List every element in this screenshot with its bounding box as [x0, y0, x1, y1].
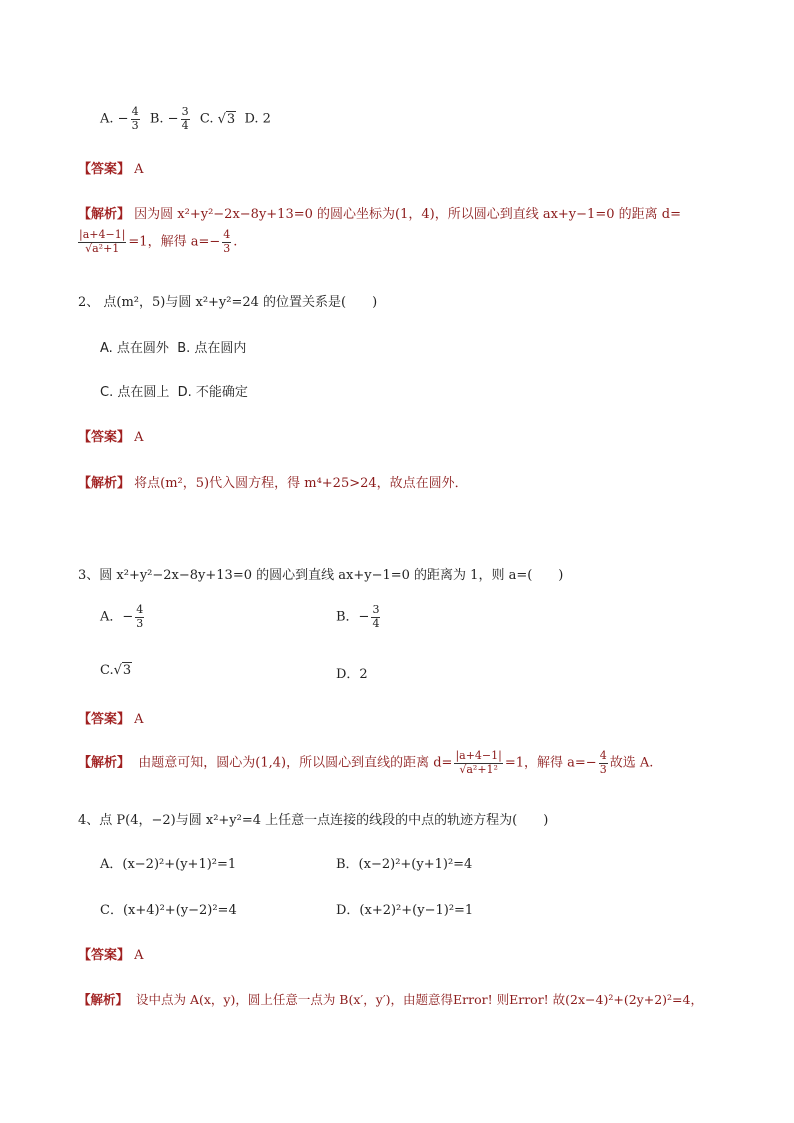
q4-opt-b: B．(x−2)²+(y+1)²=4 [336, 857, 473, 872]
q1-opt-a-fraction: $\frac{4}{3}$ [131, 105, 139, 132]
q2-row1: A. 点在圆外 B. 点在圆内 [100, 341, 247, 356]
q2-stem: 2、 点(m²，5)与圆 x²+y²=24 的位置关系是( ) [78, 295, 378, 310]
q1-analysis-line2: $\frac{|a+4-1|}{\text{√a²+1}}$ =1，解得 a=− $\frac{4}{3}$ . [79, 228, 238, 255]
q4-opt-d: D．(x+2)²+(y−1)²=1 [336, 903, 474, 918]
q3-answer: 【答案】 A [78, 712, 144, 727]
q3-opt-b: B．− $\frac{3}{4}$ [336, 603, 380, 630]
q4-analysis: 【解析】 设中点为 A(x，y)，圆上任意一点为 B(x′，y′)，由题意得Error! 则Error! 故(2x−4)²+(2y+2)²=4， [78, 992, 703, 1007]
q1-opt-c-sqrt: √3 [217, 111, 236, 127]
q2-answer: 【答案】 A [78, 430, 144, 445]
q3-opt-a: A．− $\frac{4}{3}$ [100, 603, 144, 630]
q2-analysis: 【解析】 将点(m²，5)代入圆方程，得 m⁴+25>24，故点在圆外． [78, 476, 468, 491]
q4-opt-a: A．(x−2)²+(y+1)²=1 [100, 857, 237, 872]
q3-analysis: 【解析】 由题意可知，圆心为(1,4)，所以圆心到直线的距离 d= $\frac{|a+4-1|}{\text{√a²+1²}}$ =1，解得 a=− $\frac{4}{3}$ 故选 A. [78, 749, 654, 776]
q4-answer: 【答案】 A [78, 948, 144, 963]
q4-opt-c: C．(x+4)²+(y−2)²=4 [100, 903, 237, 918]
q3-opt-c: C.√3 [100, 663, 132, 678]
q1-analysis-line1: 【解析】 因为圆 x²+y²−2x−8y+13=0 的圆心坐标为(1，4)，所以圆心到直线 ax+y−1=0 的距离 d= [78, 207, 681, 222]
q2-row2: C. 点在圆上 D. 不能确定 [100, 385, 248, 400]
q1-opt-b-fraction: $\frac{3}{4}$ [181, 105, 189, 132]
q3-opt-d: D．2 [336, 667, 368, 682]
q3-stem: 3、圆 x²+y²−2x−8y+13=0 的圆心到直线 ax+y−1=0 的距离为 1，则 a=( ) [78, 568, 564, 583]
q1-options: A. − $\frac{4}{3}$ B. − $\frac{3}{4}$ C. √3 D. 2 [100, 105, 271, 132]
q4-stem: 4、点 P(4，−2)与圆 x²+y²=4 上任意一点连接的线段的中点的轨迹方程为( ) [78, 813, 549, 828]
q1-answer: 【答案】 A [78, 162, 144, 177]
